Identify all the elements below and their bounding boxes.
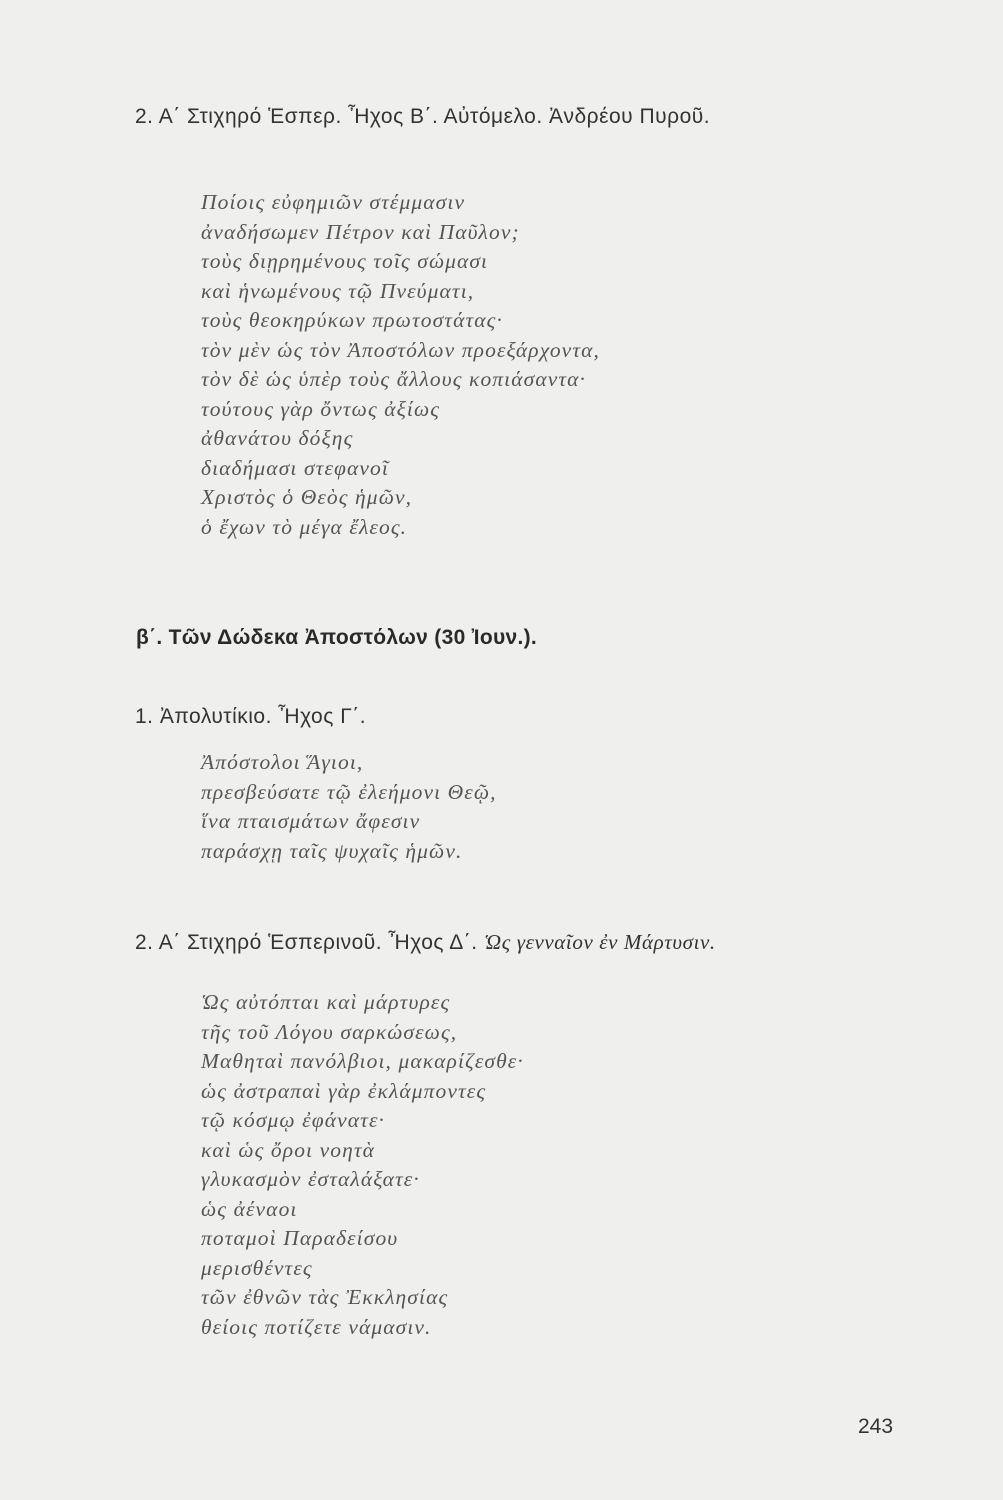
verse-line: παράσχῃ ταῖς ψυχαῖς ἡμῶν.	[201, 838, 463, 863]
verse-line: Χριστὸς ὁ Θεὸς ἡμῶν,	[201, 485, 413, 509]
verse-line: ἀθανάτου δόξης	[201, 426, 354, 450]
section-title: β΄. Τῶν Δώδεκα Ἀποστόλων (30 Ἰουν.).	[136, 626, 538, 649]
verse-line: ὡς ἀστραπαὶ γὰρ ἐκλάμποντες	[201, 1078, 487, 1103]
hymn-b2-verse	[201, 988, 524, 1342]
verse-line: τῷ κόσμῳ ἐφάνατε·	[201, 1108, 385, 1132]
verse-line: Μαθηταὶ πανόλβιοι, μακαρίζεσθε·	[201, 1049, 524, 1073]
hymn-b2-heading-text: 2. Α΄ Στιχηρό Ἑσπερινοῦ. Ἦχος Δ΄.	[135, 931, 478, 954]
verse-line: ὡς ἀέναοι	[201, 1196, 298, 1221]
verse-line: Ποίοις εὐφημιῶν στέμμασιν	[201, 190, 466, 214]
page-number: 243	[858, 1415, 894, 1438]
verse-line: καὶ ὡς ὄροι νοητὰ	[201, 1137, 376, 1162]
verse-line: τῆς τοῦ Λόγου σαρκώσεως,	[201, 1019, 458, 1044]
hymn-a2-verse	[201, 188, 600, 542]
verse-line: πρεσβεύσατε τῷ ἐλεήμονι Θεῷ,	[201, 779, 497, 804]
verse-line: γλυκασμὸν ἐσταλάξατε·	[201, 1167, 420, 1191]
hymn-b2-heading	[135, 930, 716, 955]
verse-line: ποταμοὶ Παραδείσου	[201, 1226, 399, 1250]
apolytikio-verse	[201, 748, 497, 866]
hymn-b2-heading-model-melody: Ὡς γενναῖον ἐν Μάρτυσιν.	[483, 930, 716, 954]
verse-line: τοὺς θεοκηρύκων πρωτοστάτας·	[201, 308, 503, 332]
verse-line: τὸν δὲ ὡς ὑπὲρ τοὺς ἄλλους κοπιάσαντα·	[201, 367, 587, 391]
verse-line: ὁ ἔχων τὸ μέγα ἔλεος.	[201, 514, 408, 539]
verse-line: διαδήμασι στεφανοῖ	[201, 455, 389, 480]
verse-line: ἵνα πταισμάτων ἄφεσιν	[201, 809, 421, 833]
verse-line: τῶν ἐθνῶν τὰς Ἐκκλησίας	[201, 1285, 449, 1309]
verse-line: Ἀπόστολοι Ἅγιοι,	[201, 750, 364, 774]
verse-line: Ὡς αὐτόπται καὶ μάρτυρες	[201, 990, 451, 1014]
verse-line: τούτους γὰρ ὄντως ἀξίως	[201, 396, 441, 421]
verse-line: καὶ ἡνωμένους τῷ Πνεύματι,	[201, 278, 475, 303]
apolytikio-heading: 1. Ἀπολυτίκιο. Ἦχος Γ΄.	[135, 705, 367, 728]
verse-line: θείοις ποτίζετε νάμασιν.	[201, 1314, 432, 1339]
hymn-a2-heading: 2. Α΄ Στιχηρό Ἑσπερ. Ἦχος Β΄. Αὐτόμελο. Ἀνδρέου Πυροῦ.	[135, 105, 711, 128]
verse-line: μερισθέντες	[201, 1255, 313, 1280]
verse-line: τὸν μὲν ὡς τὸν Ἀποστόλων προεξάρχοντα,	[201, 337, 600, 362]
verse-line: ἀναδήσωμεν Πέτρον καὶ Παῦλον;	[201, 219, 520, 244]
verse-line: τοὺς διῃρημένους τοῖς σώμασι	[201, 249, 489, 273]
